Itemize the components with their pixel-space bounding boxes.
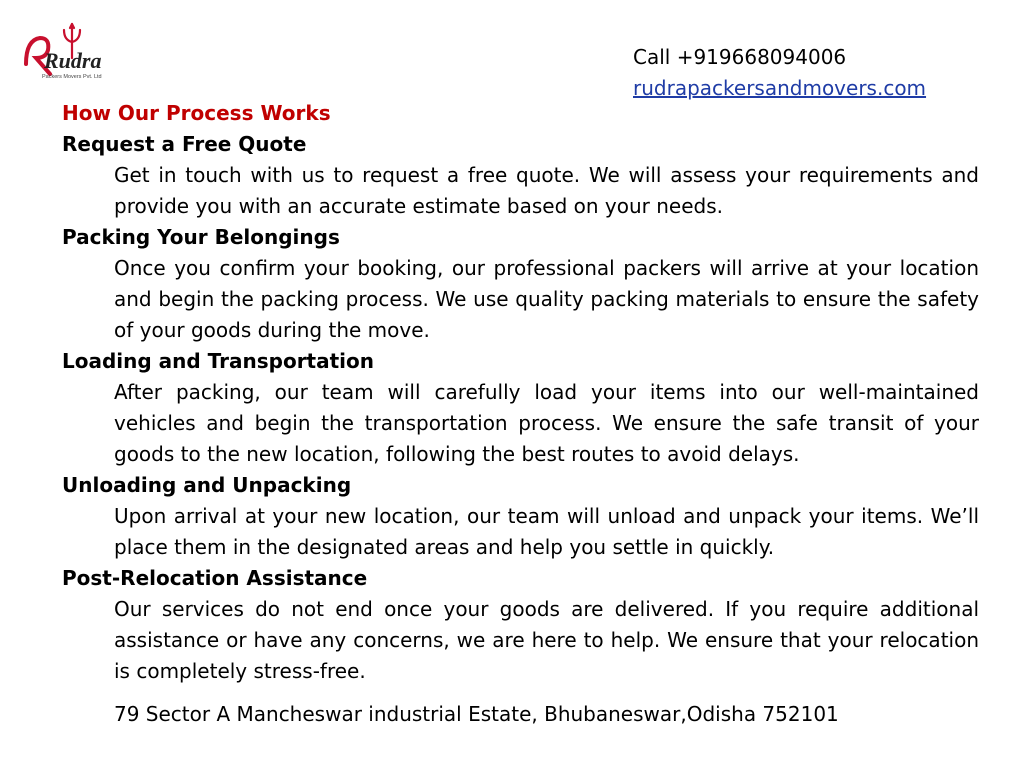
step-description: Upon arrival at your new location, our team will unload and unpack your items. We’ll place them in the designated areas and help you settle in quickly.: [114, 504, 979, 559]
process-step: [62, 129, 979, 222]
step-title: Loading and Transportation: [62, 349, 375, 373]
process-step: [62, 346, 979, 470]
company-logo: [20, 18, 120, 88]
process-content: [62, 98, 979, 687]
step-description: Once you confirm your booking, our professional packers will arrive at your location and begin the packing process. We use quality packing materials to ensure the safety of your goods during the move.: [114, 256, 979, 342]
logo-tagline: Packers Movers Pvt. Ltd: [42, 74, 102, 80]
logo-wordmark: Rudra: [44, 48, 102, 73]
company-address: 79 Sector A Mancheswar industrial Estate, Bhubaneswar,Odisha 752101: [114, 702, 839, 726]
step-description: Our services do not end once your goods are delivered. If you require additional assistance or have any concerns, we are here to help. We ensure that your relocation is completely stress-free.: [114, 597, 979, 683]
section-title: How Our Process Works: [62, 101, 331, 125]
step-title: Unloading and Unpacking: [62, 473, 352, 497]
contact-block: [633, 42, 926, 104]
website-link[interactable]: rudrapackersandmovers.com: [633, 76, 927, 100]
step-title: Request a Free Quote: [62, 132, 307, 156]
process-step: [62, 470, 979, 563]
process-step: [62, 563, 979, 687]
process-step: [62, 222, 979, 346]
step-description: Get in touch with us to request a free quote. We will assess your requirements and provide you with an accurate estimate based on your needs.: [114, 163, 979, 218]
step-title: Post-Relocation Assistance: [62, 566, 368, 590]
phone-number: Call +919668094006: [633, 45, 847, 69]
step-description: After packing, our team will carefully load your items into our well-maintained vehicles and begin the transportation process. We ensure the safe transit of your goods to the new location, following the best routes to avoid delays.: [114, 380, 979, 466]
step-title: Packing Your Belongings: [62, 225, 340, 249]
